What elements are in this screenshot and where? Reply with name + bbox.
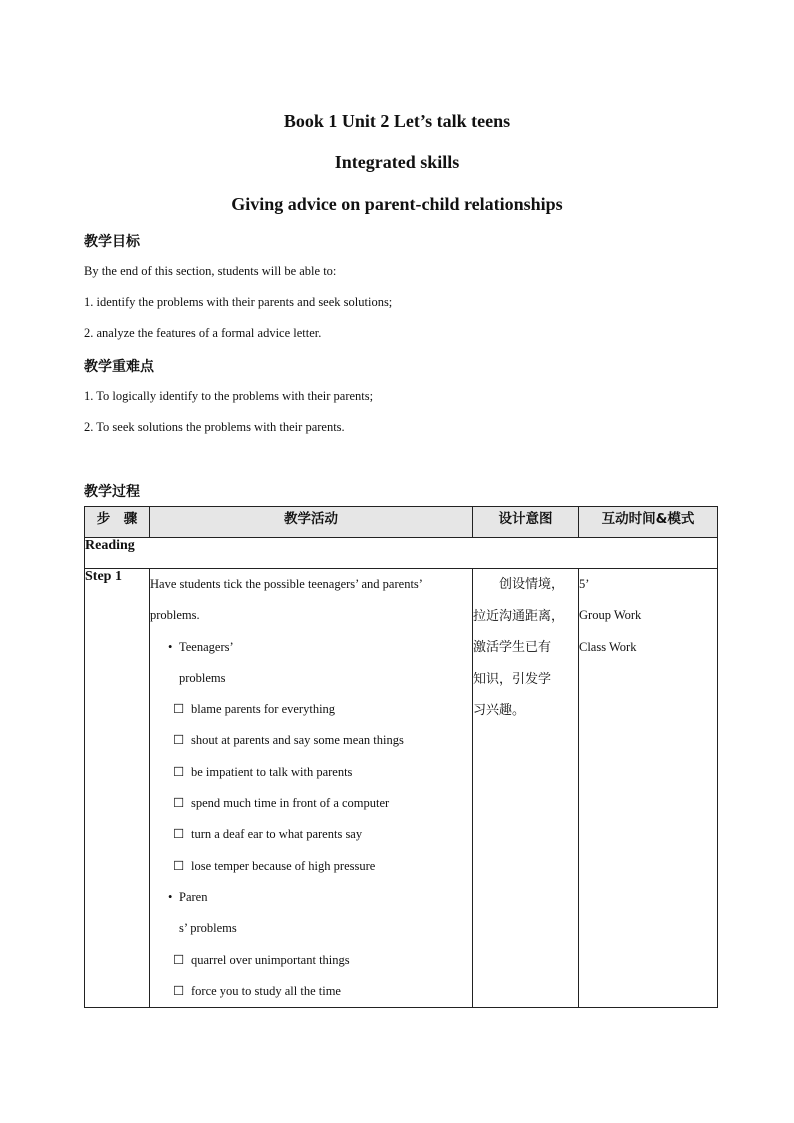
document-title: Book 1 Unit 2 Let’s talk teens (283, 111, 511, 131)
list-item: • Paren (150, 882, 472, 913)
lesson-process-table (84, 506, 718, 1008)
intent-text: 知识，引发学 (473, 671, 552, 687)
col-header-intent: 设计意图 (473, 507, 579, 538)
objectives-intro: By the end of this section, students will be able to: (84, 264, 337, 278)
intent-text: 创设情境， (499, 577, 565, 592)
process-heading: 教学过程 (84, 484, 140, 500)
time-value: 5’ (579, 577, 590, 591)
col-header-activity: 教学活动 (150, 507, 473, 538)
list-item: s’ problems (179, 921, 237, 936)
intent-text: 激活学生已有 (473, 640, 552, 655)
list-item: ☐ turn a deaf ear to what parents say (150, 819, 472, 850)
checkbox-icon: ☐ (173, 827, 185, 842)
mode-item: Group Work (579, 608, 642, 623)
bullet-icon: • (168, 639, 173, 654)
checkbox-icon: ☐ (173, 796, 185, 811)
objective-item: 1. identify the problems with their parents and seek solutions; (84, 295, 393, 309)
col-header-step: 步 骤 (85, 507, 150, 538)
table-header-row (85, 507, 718, 538)
document-topic: Giving advice on parent-child relationships (231, 194, 563, 214)
activity-instruction: problems. (150, 608, 200, 623)
list-item: ☐ spend much time in front of a computer (150, 788, 472, 819)
section-row (85, 538, 718, 569)
checkbox-icon: ☐ (173, 858, 185, 873)
objectives-heading: 教学目标 (84, 234, 140, 250)
keypoint-item: 1. To logically identify to the problems with their parents; (84, 389, 374, 403)
list-item: ☐ shout at parents and say some mean things (150, 725, 472, 756)
checkbox-icon: ☐ (173, 702, 185, 717)
list-item: ☐ quarrel over unimportant things (150, 945, 472, 976)
checkbox-icon: ☐ (173, 952, 185, 967)
list-item: ☐ blame parents for everything (150, 694, 472, 725)
mode-cell (579, 569, 718, 1008)
intent-text: 习兴趣。 (473, 703, 526, 718)
intent-text: 拉近沟通距离， (473, 608, 565, 624)
mode-item: Class Work (579, 639, 637, 654)
list-item: • Teenagers’ (150, 632, 472, 663)
intent-cell (473, 569, 579, 1008)
activity-cell (150, 569, 473, 1008)
step-label: Step 1 (85, 569, 150, 1008)
keypoint-item: 2. To seek solutions the problems with their parents. (84, 420, 345, 434)
checkbox-icon: ☐ (173, 733, 185, 748)
list-item: ☐ lose temper because of high pressure (150, 851, 472, 882)
bullet-icon: • (168, 889, 173, 904)
document-subtitle: Integrated skills (334, 152, 460, 172)
list-item: ☐ be impatient to talk with parents (150, 757, 472, 788)
section-label: Reading (85, 538, 718, 569)
keypoints-heading: 教学重难点 (84, 359, 154, 375)
table-row (85, 569, 718, 1008)
checkbox-icon: ☐ (173, 983, 185, 998)
list-item: problems (179, 670, 226, 685)
checkbox-icon: ☐ (173, 764, 185, 779)
col-header-mode: 互动时间&模式 (579, 507, 718, 538)
list-item: ☐ force you to study all the time (150, 976, 472, 1007)
objective-item: 2. analyze the features of a formal advice letter. (84, 326, 322, 340)
activity-instruction: Have students tick the possible teenagers’ and parents’ (150, 577, 423, 591)
